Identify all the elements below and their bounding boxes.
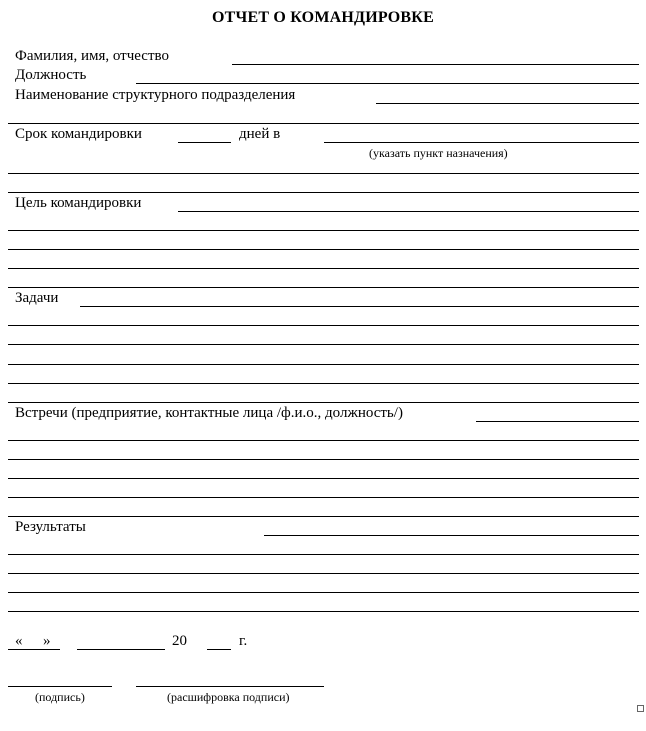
fio-label: Фамилия, имя, отчество [15, 48, 169, 64]
date-month-field[interactable] [77, 649, 165, 650]
purpose-field-line[interactable] [8, 268, 639, 269]
position-label: Должность [15, 67, 87, 83]
meetings-label: Встречи (предприятие, контактные лица /ф.и.о., должность/) [15, 405, 403, 421]
term-label: Срок командировки [15, 126, 142, 142]
destination-field-line[interactable] [8, 173, 639, 174]
results-label: Результаты [15, 519, 86, 535]
results-field[interactable] [264, 535, 639, 536]
department-field-line[interactable] [8, 123, 639, 124]
tasks-label: Задачи [15, 290, 59, 306]
department-label: Наименование структурного подразделения [15, 87, 296, 103]
blank-line[interactable] [8, 192, 639, 193]
document-title: ОТЧЕТ О КОМАНДИРОВКЕ [212, 9, 434, 26]
days-in-label: дней в [239, 126, 281, 142]
signature-decode-hint: (расшифровка подписи) [167, 690, 290, 704]
date-year-prefix: 20 [172, 633, 187, 649]
meetings-field-line[interactable] [8, 440, 639, 441]
tasks-field-line[interactable] [8, 364, 639, 365]
destination-hint: (указать пункт назначения) [369, 146, 508, 160]
meetings-field[interactable] [476, 421, 639, 422]
term-days-field[interactable] [178, 142, 231, 143]
signature-decode-field[interactable] [136, 686, 324, 687]
purpose-field[interactable] [178, 211, 639, 212]
tasks-field-line[interactable] [8, 325, 639, 326]
results-field-line[interactable] [8, 573, 639, 574]
tasks-field-line[interactable] [8, 402, 639, 403]
date-year-field[interactable] [207, 649, 231, 650]
date-close-quote: » [43, 633, 51, 649]
position-field[interactable] [136, 83, 639, 84]
tasks-field-line[interactable] [8, 344, 639, 345]
destination-field[interactable] [324, 142, 639, 143]
signature-hint: (подпись) [35, 690, 85, 704]
corner-marker [637, 705, 644, 712]
tasks-field[interactable] [80, 306, 639, 307]
department-field[interactable] [376, 103, 639, 104]
results-field-line[interactable] [8, 611, 639, 612]
date-day-field[interactable] [8, 649, 60, 650]
purpose-field-line[interactable] [8, 249, 639, 250]
meetings-field-line[interactable] [8, 478, 639, 479]
fio-field[interactable] [232, 64, 639, 65]
purpose-label: Цель командировки [15, 195, 142, 211]
meetings-field-line[interactable] [8, 497, 639, 498]
date-open-quote: « [15, 633, 23, 649]
results-field-line[interactable] [8, 554, 639, 555]
meetings-field-line[interactable] [8, 516, 639, 517]
tasks-field-line[interactable] [8, 383, 639, 384]
purpose-field-line[interactable] [8, 230, 639, 231]
purpose-field-line[interactable] [8, 287, 639, 288]
meetings-field-line[interactable] [8, 459, 639, 460]
results-field-line[interactable] [8, 592, 639, 593]
date-year-suffix: г. [239, 633, 248, 649]
signature-field[interactable] [8, 686, 112, 687]
